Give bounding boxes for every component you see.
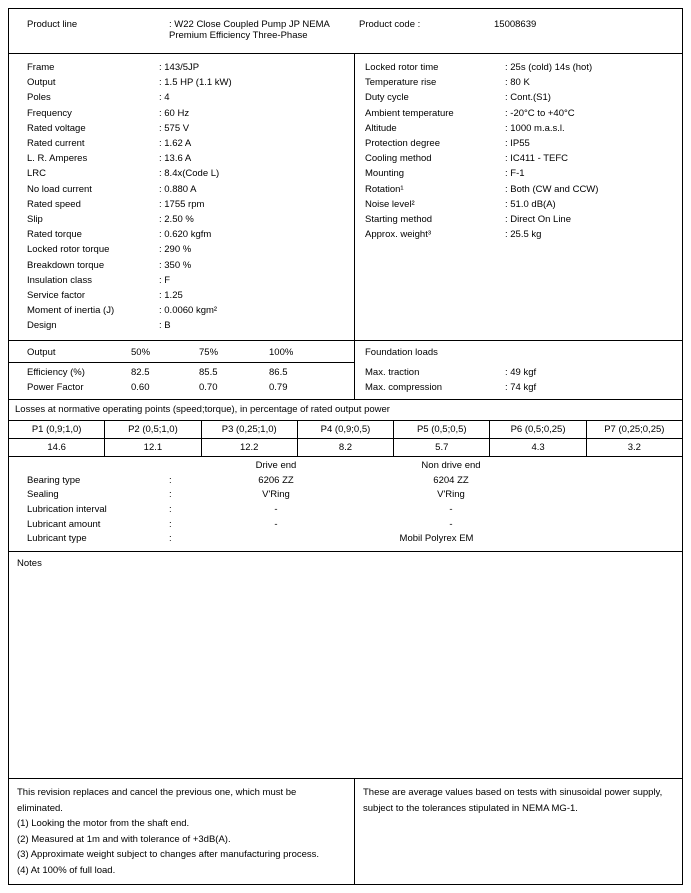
row-colon: : (169, 518, 172, 530)
spec-row (9, 318, 354, 333)
spec-value: : 1.62 A (159, 138, 192, 150)
losses-value-cell: 5.7 (393, 439, 489, 456)
row-label: Bearing type (27, 474, 81, 486)
spec-row (9, 242, 354, 257)
bearings-block (9, 457, 682, 551)
row-colon: : (169, 504, 172, 516)
notes-title: Notes (17, 557, 42, 569)
spec-label: Altitude (365, 122, 397, 134)
foundation-title (355, 345, 682, 360)
spec-label: Rated current (27, 138, 85, 150)
spec-row (355, 60, 682, 75)
spec-value: : 575 V (159, 122, 190, 134)
product-code-label: Product code : (359, 19, 421, 30)
spec-row (9, 60, 354, 75)
spec-label: Rated speed (27, 198, 81, 210)
product-line-label: Product line (27, 19, 78, 30)
spec-label: Cooling method (365, 153, 432, 165)
performance-header-label: Output (27, 346, 56, 358)
losses-header-row (9, 421, 682, 438)
spec-value: : 80 K (505, 77, 530, 89)
row-label: Lubricant amount (27, 518, 101, 530)
product-code-value: 15008639 (494, 19, 537, 30)
spec-row (355, 75, 682, 90)
performance-block (9, 341, 682, 400)
losses-value-cell: 12.1 (104, 439, 200, 456)
spec-value: : 1000 m.a.s.l. (505, 122, 565, 134)
footer-right-column (354, 779, 682, 884)
spec-label: Starting method (365, 214, 433, 226)
table-row (9, 488, 682, 503)
table-row (9, 474, 682, 489)
row-value: 0.79 (269, 382, 288, 394)
spec-row (9, 258, 354, 273)
spec-row (355, 182, 682, 197)
spec-label: Rotation¹ (365, 183, 404, 195)
table-row (9, 365, 354, 380)
row-label: Lubricant type (27, 533, 87, 545)
spec-label: Locked rotor torque (27, 244, 110, 256)
losses-header-cell: P6 (0,5;0,25) (489, 421, 585, 438)
performance-header-100: 100% (269, 346, 294, 358)
row-value-nde: - (449, 504, 453, 516)
spec-row (9, 90, 354, 105)
performance-header-row (9, 345, 354, 360)
spec-row (9, 121, 354, 136)
row-value: 0.70 (199, 382, 218, 394)
losses-value-cell: 12.2 (201, 439, 297, 456)
row-label: Power Factor (27, 382, 84, 394)
spec-label: Frame (27, 62, 55, 73)
spec-row (9, 151, 354, 166)
spec-row (355, 151, 682, 166)
row-value-nde: V'Ring (437, 489, 465, 501)
losses-value-cell: 3.2 (586, 439, 682, 456)
row-value: : 49 kgf (505, 366, 537, 378)
table-row (355, 365, 682, 380)
row-label: Max. compression (365, 382, 443, 394)
losses-header-cell: P3 (0,25;1,0) (201, 421, 297, 438)
spec-value: : 1.25 (159, 290, 183, 302)
row-value: 86.5 (269, 366, 288, 378)
spec-row (355, 106, 682, 121)
spec-row (9, 166, 354, 181)
row-value-span: Mobil Polyrex EM (399, 533, 474, 545)
spec-row (9, 288, 354, 303)
spec-label: Duty cycle (365, 92, 409, 104)
spec-label: L. R. Amperes (27, 153, 88, 165)
spec-value: : 8.4x(Code L) (159, 168, 220, 180)
table-row (9, 380, 354, 395)
footer-block (9, 779, 682, 884)
spec-value: : 60 Hz (159, 107, 190, 119)
datasheet-frame (8, 8, 683, 885)
spec-row (9, 212, 354, 227)
spec-row (355, 136, 682, 151)
row-value-de: 6206 ZZ (258, 474, 294, 486)
spec-row (9, 303, 354, 318)
spec-label: Insulation class (27, 274, 92, 286)
spec-value: : Cont.(S1) (505, 92, 551, 104)
spec-value: : 0.880 A (159, 183, 197, 195)
spec-value: : 4 (159, 92, 170, 104)
footer-note: (1) Looking the motor from the shaft end. (17, 818, 190, 829)
row-label: Lubrication interval (27, 504, 107, 516)
performance-header-50: 50% (131, 346, 151, 358)
table-row (9, 532, 682, 547)
losses-value-cell: 4.3 (489, 439, 585, 456)
spec-label: Ambient temperature (365, 107, 454, 119)
spec-row (355, 121, 682, 136)
row-value-de: V'Ring (262, 489, 290, 501)
spec-row (9, 227, 354, 242)
row-value: : 74 kgf (505, 382, 537, 394)
row-value-de: - (274, 504, 278, 516)
spec-label: Rated torque (27, 229, 82, 241)
non-drive-end-header: Non drive end (421, 460, 481, 472)
foundation-loads-block (354, 341, 682, 400)
spec-row (355, 197, 682, 212)
spec-row (355, 90, 682, 105)
row-label: Efficiency (%) (27, 366, 85, 378)
spec-value: : B (159, 320, 171, 332)
spec-value: : 0.620 kgfm (159, 229, 212, 241)
spec-value: : 1.5 HP (1.1 kW) (159, 77, 232, 89)
spec-row (9, 136, 354, 151)
specs-left-column (9, 54, 354, 340)
spec-row (9, 182, 354, 197)
specs-right-column (354, 54, 682, 340)
row-label: Sealing (27, 489, 59, 501)
spec-label: LRC (27, 168, 47, 180)
spec-row (355, 166, 682, 181)
spec-row (355, 212, 682, 227)
spec-value: : Both (CW and CCW) (505, 183, 599, 195)
losses-block (9, 400, 682, 456)
losses-header-cell: P5 (0,5;0,5) (393, 421, 489, 438)
row-value: 85.5 (199, 366, 218, 378)
table-row (355, 380, 682, 395)
spec-label: Service factor (27, 290, 86, 302)
performance-header-75: 75% (199, 346, 219, 358)
spec-label: Mounting (365, 168, 405, 180)
spec-value: : F-1 (505, 168, 525, 180)
table-row (9, 518, 682, 533)
spec-value: : 25.5 kg (505, 229, 542, 241)
spec-label: Protection degree (365, 138, 440, 150)
spec-row (9, 106, 354, 121)
footer-note: These are average values based on tests with sinusoidal power supply, subject to the tolerances stipulated in NEMA MG-1. (363, 787, 663, 814)
spec-label: Approx. weight³ (365, 229, 432, 241)
row-label: Max. traction (365, 366, 420, 378)
losses-header-cell: P4 (0,9;0,5) (297, 421, 393, 438)
spec-value: : 0.0060 kgm² (159, 305, 218, 317)
losses-title: Losses at normative operating points (speed;torque), in percentage of rated output power (15, 404, 390, 416)
footer-note: This revision replaces and cancel the previous one, which must be eliminated. (17, 787, 297, 814)
losses-value-cell: 14.6 (47, 442, 66, 454)
specifications-block (9, 54, 682, 340)
row-value: 0.60 (131, 382, 150, 394)
losses-header-cell: P1 (0,9;1,0) (31, 424, 82, 436)
spec-row (9, 197, 354, 212)
spec-value: : 143/5JP (159, 62, 200, 73)
table-row (9, 503, 682, 518)
row-colon: : (169, 474, 172, 486)
spec-label: Rated voltage (27, 122, 86, 134)
divider (9, 362, 354, 363)
spec-row (355, 227, 682, 242)
footer-note: (4) At 100% of full load. (17, 864, 116, 876)
spec-label: Temperature rise (365, 77, 437, 89)
spec-value: : 25s (cold) 14s (hot) (505, 62, 593, 73)
spec-value: : -20°C to +40°C (505, 107, 575, 119)
spec-label: Slip (27, 214, 43, 226)
footer-left-column (9, 779, 354, 884)
foundation-title-text: Foundation loads (365, 346, 438, 358)
spec-value: : 51.0 dB(A) (505, 198, 556, 210)
spec-value: : 290 % (159, 244, 192, 256)
losses-header-cell: P7 (0,25;0,25) (586, 421, 682, 438)
spec-value: : 13.6 A (159, 153, 192, 165)
spec-value: : 2.50 % (159, 214, 194, 226)
row-colon: : (169, 533, 172, 545)
row-value-de: - (274, 518, 278, 530)
losses-value-row (9, 439, 682, 456)
spec-value: : IC411 - TEFC (505, 153, 568, 165)
spec-value: : Direct On Line (505, 214, 571, 226)
losses-header-cell: P2 (0,5;1,0) (104, 421, 200, 438)
row-value: 82.5 (131, 366, 150, 378)
spec-label: Design (27, 320, 57, 332)
notes-block (9, 552, 682, 778)
spec-value: : 350 % (159, 259, 192, 271)
row-value-nde: - (449, 518, 453, 530)
spec-value: : 1755 rpm (159, 198, 205, 210)
header-block (9, 9, 682, 53)
spec-label: Moment of inertia (J) (27, 305, 115, 317)
losses-value-cell: 8.2 (297, 439, 393, 456)
spec-row (9, 273, 354, 288)
spec-row (9, 75, 354, 90)
drive-end-header: Drive end (255, 460, 297, 472)
spec-value: : IP55 (505, 138, 530, 150)
footer-note: (3) Approximate weight subject to changes after manufacturing process. (17, 849, 320, 860)
row-value-nde: 6204 ZZ (433, 474, 469, 486)
bearings-header-row (9, 459, 682, 474)
product-line-value: : W22 Close Coupled Pump JP NEMA Premium Efficiency Three-Phase (169, 19, 330, 41)
spec-label: Frequency (27, 107, 72, 119)
spec-label: Breakdown torque (27, 259, 105, 271)
spec-value: : F (159, 274, 171, 286)
spec-label: Output (27, 77, 56, 89)
performance-table (9, 341, 354, 400)
footer-note: (2) Measured at 1m and with tolerance of +3dB(A). (17, 833, 231, 845)
spec-label: No load current (27, 183, 92, 195)
spec-label: Poles (27, 92, 51, 104)
spec-label: Noise level² (365, 198, 415, 210)
spec-label: Locked rotor time (365, 62, 439, 73)
row-colon: : (169, 489, 172, 501)
